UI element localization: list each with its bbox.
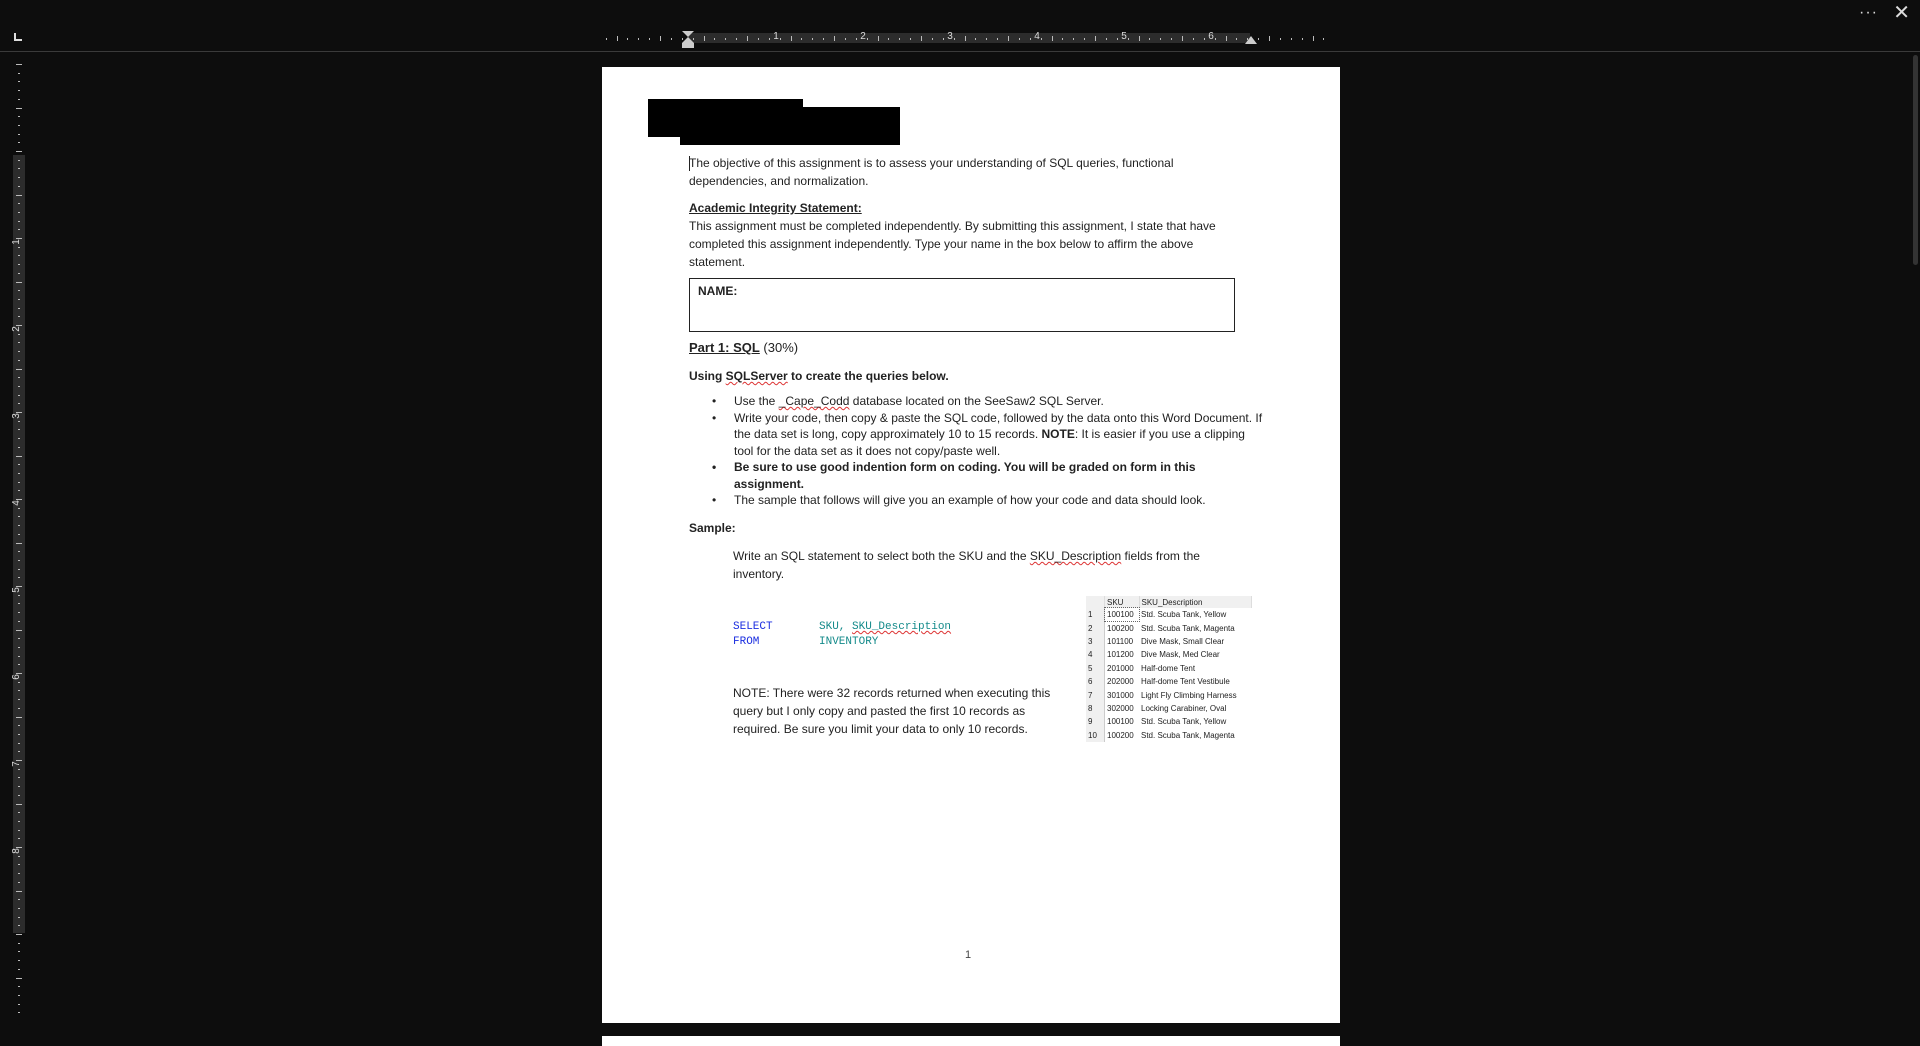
table-cell: 202000 [1107,677,1134,687]
ruler-tick [1084,38,1085,40]
ruler-number: 8 [10,848,22,854]
ruler-tick [18,342,20,343]
using-line [689,367,949,385]
table-cell: Std. Scuba Tank, Magenta [1141,730,1235,740]
ruler-tick [1139,36,1140,41]
document-page[interactable] [602,67,1340,1023]
column-header [1086,596,1105,608]
vertical-ruler-text-area [10,155,25,933]
ruler-tick [18,786,20,787]
ruler-tick [18,125,20,126]
ruler-tick [1313,36,1314,41]
ruler-tick [16,891,22,892]
ruler-tick [18,395,20,396]
ruler-tick [1128,38,1129,40]
table-cell: 101100 [1107,636,1134,646]
ruler-tick [16,978,22,979]
ruler-tick [18,421,20,422]
ruler-tick [18,81,20,82]
ruler-tick [758,38,759,40]
ruler-tick [18,777,20,778]
ruler-tick [1215,38,1216,40]
table-cell: Std. Scuba Tank, Yellow [1141,717,1227,727]
ruler-tick [18,743,20,744]
ruler-tick [725,38,726,40]
ruler-tick [18,986,20,987]
ruler-tick [704,36,705,41]
ruler-number: 5 [10,587,22,593]
ruler-tick [18,447,20,448]
list-item [712,393,1267,410]
part1-title: Part 1: SQL [689,340,760,355]
ruler-tick [16,717,22,718]
sql-column: SKU_Description [852,621,952,633]
ruler-tick [1258,38,1259,40]
table-row [1086,635,1252,648]
table-cell: 3 [1086,635,1105,648]
sample-text-end: fields from the inventory. [733,549,1200,581]
ruler-tick [1182,36,1183,41]
table-cell: 100200 [1107,730,1134,740]
query-results-grid [1086,596,1252,738]
table-row [1086,675,1252,688]
table-row [1086,702,1252,715]
ruler-tick [18,595,20,596]
instructions-list [712,393,1267,509]
ruler-number: 5 [1121,31,1127,42]
ruler-tick [780,38,781,40]
ruler-tick [834,36,835,41]
bullet2-note: NOTE [1041,427,1075,441]
table-cell: 302000 [1107,703,1134,713]
ruler-tick [1073,38,1074,40]
table-row [1086,729,1252,742]
list-item [712,459,1267,492]
page-number: 1 [965,949,972,961]
ruler-tick [965,36,966,41]
ruler-tick [627,38,628,40]
table-cell: 5 [1086,662,1105,675]
ruler-number: 3 [10,413,22,419]
ruler-tick [1062,38,1063,40]
ruler-tick [18,99,20,100]
sql-code-block [733,620,951,650]
using-prefix: Using [689,369,726,383]
table-cell: 101200 [1107,650,1134,660]
ruler-tick [856,38,857,40]
ruler-tick [18,134,20,135]
ruler-number: 4 [10,500,22,506]
table-cell: Half-dome Tent Vestibule [1141,677,1230,687]
ruler-tick [18,830,20,831]
ruler-tick [878,36,879,41]
bullet1-text-end: database located on the SeeSaw2 SQL Server. [849,394,1104,408]
ruler-tick [18,508,20,509]
right-indent-marker[interactable] [1245,36,1257,44]
name-label: NAME: [698,284,738,298]
ruler-tick [18,656,20,657]
ruler-tick [18,812,20,813]
ruler-tick [867,38,868,40]
ruler-tick [954,38,955,40]
ruler-tick [899,38,900,40]
ruler-tick [16,369,22,370]
ruler-tick [812,38,813,40]
ruler-tick [18,925,20,926]
sql-keyword-select: SELECT [733,621,773,633]
ruler-number: 7 [10,761,22,767]
ruler-tick [18,168,20,169]
sample-heading: Sample: [689,521,736,535]
list-item [712,492,1267,509]
ruler-tick [18,360,20,361]
ruler-tick [1302,38,1303,40]
table-cell: 8 [1086,702,1105,715]
using-suffix: to create the queries below. [787,369,949,383]
ruler-tick [1149,38,1150,40]
ruler-tick [16,456,22,457]
ruler-tick [18,917,20,918]
ruler-tick [18,534,20,535]
ruler-tick [18,751,20,752]
ruler-tick [18,160,20,161]
ruler-tick [18,664,20,665]
ruler-tick [18,177,20,178]
ruler-tick [18,229,20,230]
ruler-tick [18,873,20,874]
results-table [1086,596,1252,742]
sample-paragraph [733,547,1223,583]
ruler-tick [16,804,22,805]
ruler-tick [606,38,607,40]
ruler-tick [975,38,976,40]
ruler-tick [1171,38,1172,40]
ruler-tick [18,386,20,387]
close-icon[interactable]: ✕ [1893,2,1910,24]
ruler-tick [1269,36,1270,41]
table-cell: Locking Carabiner, Oval [1141,703,1227,713]
ruler-tick [18,795,20,796]
ruler-tick [18,429,20,430]
table-row [1086,608,1252,621]
ruler-tick [18,299,20,300]
ruler-tick [18,438,20,439]
ruler-tick [18,1012,20,1013]
ruler-tick [18,482,20,483]
intro-paragraph: The objective of this assignment is to assess your understanding of SQL queries, functional dependencies, and normalization. [689,156,1174,188]
ruler-tick [932,38,933,40]
ruler-tick [18,264,20,265]
ruler-tick [18,969,20,970]
note-paragraph: NOTE: There were 32 records returned when executing this query but I only copy and pasted the first 10 records as required. Be sure you limit your data to only 10 records. [733,686,1051,736]
ruler-tick [18,960,20,961]
ruler-tick [18,725,20,726]
ruler-tick [1008,36,1009,41]
table-cell: 100100 [1105,608,1140,621]
ruler-tick [1041,38,1042,40]
ruler-tick [18,316,20,317]
ruler-tick [18,273,20,274]
table-cell: Std. Scuba Tank, Yellow [1141,610,1227,620]
ruler-tick [18,569,20,570]
ruler-tick [16,195,22,196]
part1-heading [689,339,798,357]
ruler-tick [943,38,944,40]
part1-weight: (30%) [759,340,799,355]
ruler-tick [18,951,20,952]
ruler-tick [1204,38,1205,40]
ruler-tick [18,899,20,900]
ruler-tick [1030,38,1031,40]
table-cell: 1 [1086,608,1105,621]
ruler-tick [18,647,20,648]
ruler-tick [1117,38,1118,40]
ruler-tick [18,464,20,465]
ruler-tick [714,38,715,40]
ruler-tick [18,943,20,944]
ruler-number: 1 [10,239,22,245]
ruler-tick [18,864,20,865]
table-cell: 6 [1086,675,1105,688]
ruler-tick [18,612,20,613]
ruler-tick [16,630,22,631]
ruler-tick [1106,38,1107,40]
ruler-tick [18,577,20,578]
ruler-tick [18,560,20,561]
ruler-tick [801,38,802,40]
ruler-tick [921,36,922,41]
table-row [1086,662,1252,675]
ruler-tick [823,38,824,40]
ruler-tick [791,36,792,41]
ruler-tick [18,203,20,204]
bullet1-database: _Cape_Codd [778,394,850,408]
table-cell: 9 [1086,715,1105,728]
code-line-from [733,635,951,650]
sql-column: SKU, [819,621,853,633]
ruler-tick [18,995,20,996]
table-cell: 4 [1086,648,1105,661]
ruler-tick [1160,38,1161,40]
tab-stop-selector[interactable] [14,33,22,41]
ruler-tick [986,38,987,40]
ruler-number: 1 [773,31,779,42]
ruler-number: 2 [860,31,866,42]
ruler-tick [16,282,22,283]
ruler-tick [16,543,22,544]
ruler-tick [18,142,20,143]
redacted-title [680,107,900,145]
ruler-tick [18,255,20,256]
title-bar [0,0,1920,26]
integrity-heading: Academic Integrity Statement: [689,201,862,215]
ruler-tick [18,838,20,839]
table-cell: Half-dome Tent [1141,663,1196,673]
ruler-tick [18,308,20,309]
more-options-icon[interactable]: ··· [1859,4,1878,21]
horizontal-ruler[interactable] [600,31,1332,47]
ruler-tick [18,603,20,604]
table-cell: Light Fly Climbing Harness [1141,690,1237,700]
ruler-tick [1236,38,1237,40]
ruler-tick [18,690,20,691]
table-row [1086,715,1252,728]
ruler-tick [18,334,20,335]
ruler-tick [888,38,889,40]
using-product: SQLServer [725,369,788,383]
bullet4-text: The sample that follows will give you an example of how your code and data should look. [734,493,1206,507]
ruler-number: 2 [10,326,22,332]
ruler-divider [0,51,1920,52]
code-line-select [733,620,951,635]
ruler-tick [18,247,20,248]
ruler-tick [1019,38,1020,40]
ruler-tick [18,73,20,74]
table-cell: 10 [1086,729,1105,742]
column-header: SKU [1105,596,1140,608]
ruler-tick [997,38,998,40]
ruler-tick [1323,38,1324,40]
sql-table: INVENTORY [819,636,879,648]
sql-keyword-from: FROM [733,636,760,648]
ruler-tick [18,821,20,822]
ruler-tick [18,621,20,622]
ruler-tick [1291,38,1292,40]
bullet2-text-end: : It is easier if you use a clipping tool for the data set as it does not copy/paste well. [734,427,1245,458]
table-cell: Dive Mask, Med Clear [1141,650,1220,660]
ruler-tick [16,64,22,65]
left-indent-marker[interactable] [681,31,695,49]
table-row [1086,648,1252,661]
ruler-tick [671,38,672,40]
bullet1-text: Use the [734,394,779,408]
ruler-tick [16,934,22,935]
ruler-number: 3 [947,31,953,42]
ruler-tick [1226,36,1227,41]
vertical-scrollbar[interactable] [1913,55,1918,265]
next-page [602,1036,1340,1046]
ruler-tick [617,36,618,41]
ruler-tick [18,769,20,770]
table-cell: Std. Scuba Tank, Magenta [1141,623,1235,633]
ruler-tick [18,212,20,213]
ruler-tick [18,734,20,735]
table-row [1086,621,1252,634]
ruler-tick [18,551,20,552]
table-cell: 301000 [1107,690,1134,700]
bullet2-text: Write your code, then copy & paste the SQL code, followed by the data onto this Word Document. If the data set is long, copy approximately 10 to 15 records. [734,410,1263,441]
ruler-tick [18,882,20,883]
ruler-tick [18,116,20,117]
ruler-tick [736,38,737,40]
bullet3-text: Be sure to use good indention form on coding. You will be graded on form in this assignment. [734,460,1196,491]
ruler-tick [18,638,20,639]
ruler-tick [18,221,20,222]
vertical-ruler[interactable] [12,60,28,1040]
table-cell: 100100 [1107,717,1134,727]
ruler-tick [18,90,20,91]
ruler-tick [1280,38,1281,40]
ruler-tick [660,36,661,41]
table-cell: 7 [1086,688,1105,701]
sample-field: SKU_Description [1029,549,1122,563]
table-cell: 201000 [1107,663,1134,673]
ruler-tick [18,856,20,857]
sample-text: Write an SQL statement to select both the SKU and the [733,549,1030,563]
ruler-tick [18,516,20,517]
ruler-tick [18,682,20,683]
ruler-tick [845,38,846,40]
ruler-number: 6 [1208,31,1214,42]
ruler-tick [18,377,20,378]
name-box[interactable] [689,278,1235,332]
ruler-tick [18,473,20,474]
ruler-tick [1193,38,1194,40]
list-item [712,410,1267,460]
ruler-tick [18,186,20,187]
ruler-tick [18,708,20,709]
ruler-number: 4 [1034,31,1040,42]
ruler-tick [747,36,748,41]
ruler-tick [18,1004,20,1005]
column-header: SKU_Description [1139,596,1252,608]
ruler-tick [638,38,639,40]
ruler-tick [18,908,20,909]
ruler-tick [649,38,650,40]
ruler-number: 6 [10,674,22,680]
integrity-paragraph: This assignment must be completed independently. By submitting this assignment, I state that have completed this assignment independently. Type your name in the box below to affirm the above statement. [689,219,1216,269]
ruler-tick [18,525,20,526]
ruler-tick [16,108,22,109]
ruler-tick [16,151,22,152]
ruler-tick [18,490,20,491]
table-cell: 100200 [1107,623,1134,633]
table-cell: Dive Mask, Small Clear [1141,636,1225,646]
ruler-tick [1095,36,1096,41]
ruler-tick [18,403,20,404]
ruler-tick [910,38,911,40]
ruler-tick [18,351,20,352]
table-row [1086,688,1252,701]
ruler-tick [1052,36,1053,41]
ruler-tick [18,699,20,700]
ruler-tick [18,290,20,291]
ruler-tick [769,38,770,40]
table-cell: 2 [1086,621,1105,634]
